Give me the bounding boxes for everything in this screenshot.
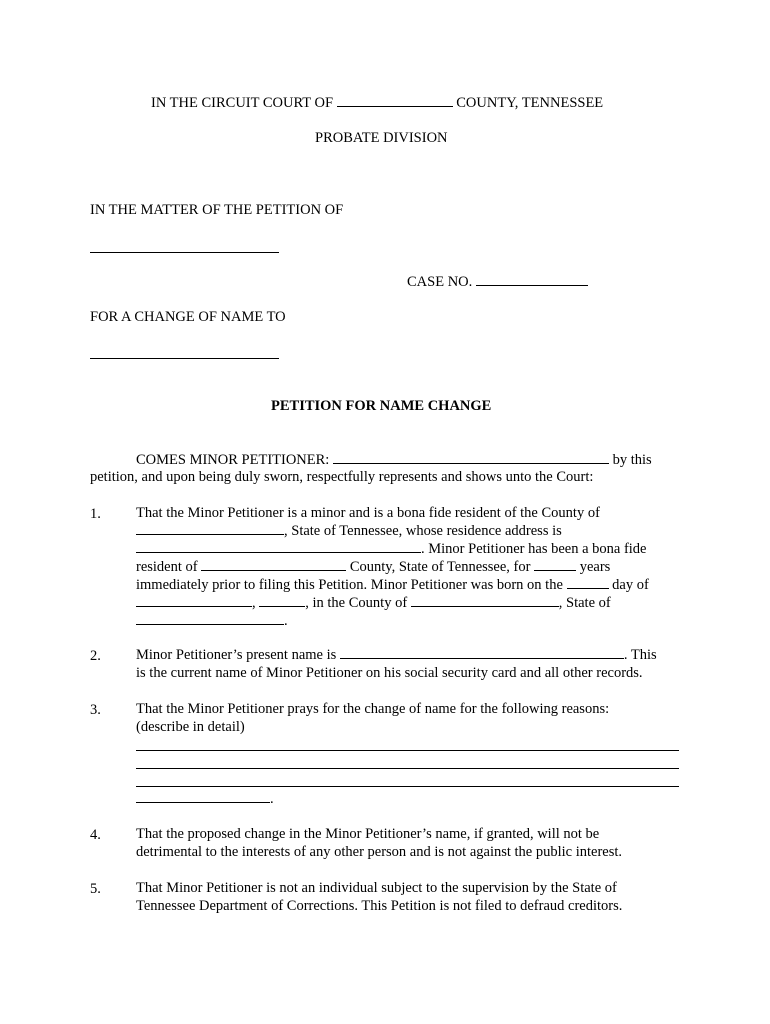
item-1-line-4: resident of County, State of Tennessee, for years [136, 559, 611, 575]
reason-line-2[interactable] [136, 768, 679, 769]
county-residence-blank[interactable] [136, 522, 284, 535]
item-1-line-3: . Minor Petitioner has been a bona fide [136, 540, 649, 558]
intro-line-2: petition, and upon being duly sworn, respectfully represents and shows unto the Court: [90, 469, 594, 485]
residence-address-blank[interactable] [136, 540, 421, 553]
reason-line-1[interactable] [136, 750, 679, 751]
item-5-line-2: Tennessee Department of Corrections. This Petition is not filed to defraud creditors. [136, 898, 623, 914]
change-to-label: FOR A CHANGE OF NAME TO [90, 309, 286, 325]
intro-suffix: by this [612, 452, 652, 468]
birth-state-blank[interactable] [136, 612, 284, 625]
item-4-line-2: detrimental to the interests of any other person and is not against the public interest. [136, 844, 623, 860]
item-5-line-1: That Minor Petitioner is not an individual subject to the supervision by the State of [136, 880, 617, 896]
reason-line-4: . [136, 790, 274, 808]
item-5-number: 5. [90, 881, 101, 897]
item-5-body [136, 879, 622, 915]
item-4-number: 4. [90, 827, 101, 843]
item-1-line-7: . [136, 612, 649, 630]
court-prefix: IN THE CIRCUIT COURT OF [151, 95, 334, 111]
item-2-line-1: Minor Petitioner’s present name is . This [136, 647, 657, 663]
county-blank[interactable] [337, 94, 453, 107]
item-2-number: 2. [90, 648, 101, 664]
birth-year-blank[interactable] [259, 594, 305, 607]
court-heading [151, 94, 603, 112]
new-name-blank[interactable] [90, 358, 279, 359]
years-blank[interactable] [534, 558, 576, 571]
item-1-number: 1. [90, 506, 101, 522]
item-2-body [136, 646, 657, 682]
item-1-line-5: immediately prior to filing this Petition. Minor Petitioner was born on the day of [136, 577, 649, 593]
item-4-line-1: That the proposed change in the Minor Petitioner’s name, if granted, will not be [136, 826, 600, 842]
item-3-body [136, 700, 609, 736]
item-3-number: 3. [90, 702, 101, 718]
birth-month-blank[interactable] [136, 594, 252, 607]
item-1-line-1: That the Minor Petitioner is a minor and is a bona fide resident of the County of [136, 505, 600, 521]
reason-line-3[interactable] [136, 786, 679, 787]
item-1-body [136, 504, 649, 630]
intro-line-1 [136, 451, 652, 469]
item-2-line-2: is the current name of Minor Petitioner on his social security card and all other records. [136, 665, 643, 681]
case-number [407, 273, 588, 291]
reason-final-blank[interactable] [136, 790, 270, 803]
case-no-blank[interactable] [476, 273, 588, 286]
petitioner-name-blank[interactable] [90, 252, 279, 253]
petition-title: PETITION FOR NAME CHANGE [271, 398, 492, 414]
item-4-body [136, 825, 622, 861]
court-suffix: COUNTY, TENNESSEE [456, 95, 604, 111]
intro-prefix: COMES MINOR PETITIONER: [136, 452, 330, 468]
birth-county-blank[interactable] [411, 594, 559, 607]
item-3-line-1: That the Minor Petitioner prays for the change of name for the following reasons: [136, 701, 610, 717]
division-heading: PROBATE DIVISION [315, 130, 448, 146]
present-name-blank[interactable] [340, 646, 624, 659]
minor-petitioner-blank[interactable] [333, 451, 609, 464]
resident-county-blank[interactable] [201, 558, 346, 571]
case-no-label: CASE NO. [407, 274, 473, 290]
item-3-line-2: (describe in detail) [136, 719, 245, 735]
item-1-line-6: , , in the County of , State of [136, 594, 649, 612]
matter-of-label: IN THE MATTER OF THE PETITION OF [90, 202, 344, 218]
item-1-line-2: , State of Tennessee, whose residence address is [136, 522, 649, 540]
birth-day-blank[interactable] [567, 576, 609, 589]
